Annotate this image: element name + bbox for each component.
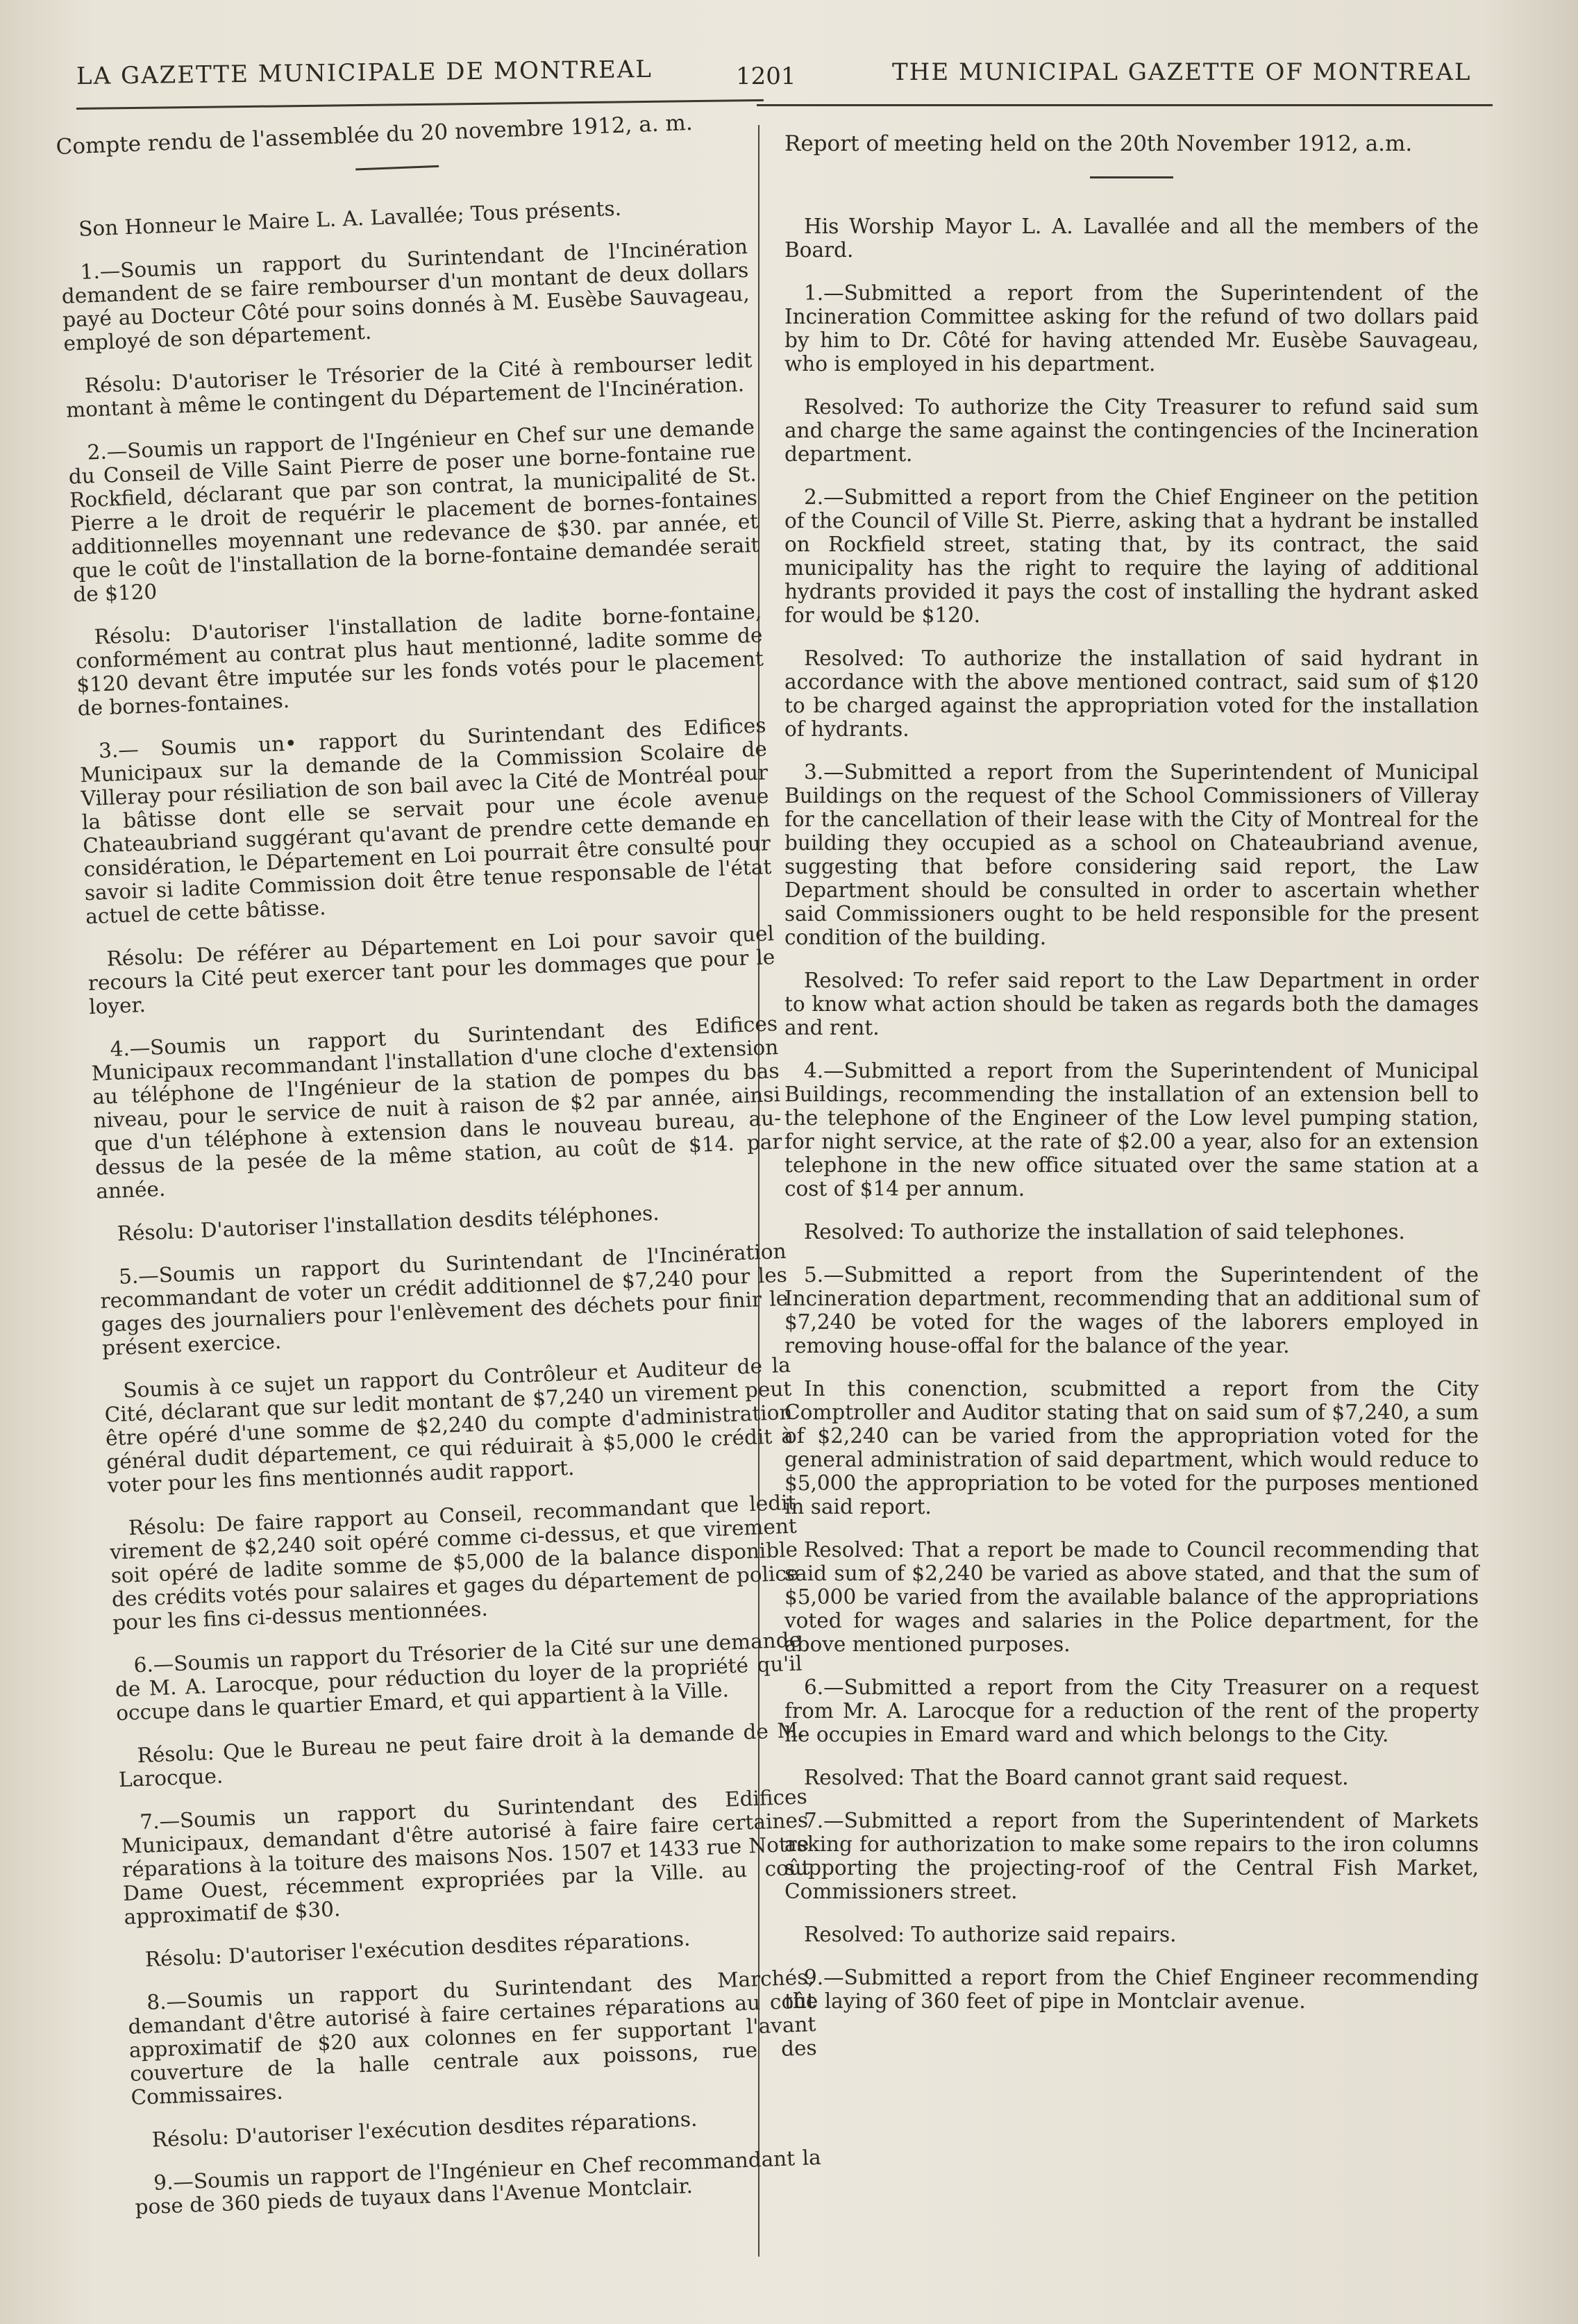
- french-heading-rule: [355, 165, 439, 171]
- french-column: [56, 109, 823, 2239]
- english-heading-rule: [1090, 176, 1173, 178]
- english-paragraph: 7.—Submitted a report from the Superintendent of Markets asking for authorization to make some repairs to the iron columns supporting the projecting-roof of the Central Fish Market, Commissioners street.: [784, 1809, 1479, 1903]
- french-paragraph: Résolu: D'autoriser l'installation de ladite borne-fontaine, conformément au contrat plus haut mentionné, ladite somme de $120 devant être imputée sur les fonds votés pour le placement de bornes-fontaines.: [75, 599, 764, 721]
- header-rule-right: [757, 104, 1493, 106]
- english-paragraph: Resolved: To authorize the City Treasurer to refund said sum and charge the same against the contingencies of the Incineration department.: [784, 395, 1479, 466]
- french-paragraph: 4.—Soumis un rapport du Surintendant des Edifices Municipaux recommandant l'installation d'une cloche d'extension au téléphone de l'Ingénieur de la station de pompes du bas niveau, pour le service de nuit à raison de $2 par année, ainsi que d'un téléphone à extension dans le nouveau bureau, au-dessus de la pesée de la même station, au coût de $14. par année.: [91, 1012, 783, 1203]
- french-paragraph: 3.— Soumis un• rapport du Surintendant des Edifices Municipaux sur la demande de la Commission Scolaire de Villeray pour résiliation de son bail avec la Cité de Montréal pour la bâtisse dont elle se servait pour une école avenue Chateaubriand suggérant qu'avant de prendre cette demande en considération, le Département en Loi pourrait être consulté pour savoir si ladite Commission doit être tenue responsable de l'état actuel de cette bâtisse.: [79, 713, 772, 929]
- page-header: [69, 49, 1513, 111]
- english-paragraph: Resolved: That a report be made to Council recommending that said sum of $2,240 be varied as above stated, and that the sum of $5,000 be varied from the available balance of the appropriations voted for wages and salaries in the Police department, for the above mentioned purposes.: [784, 1538, 1479, 1656]
- french-paragraph: Résolu: De faire rapport au Conseil, recommandant que ledit virement de $2,240 soit opéré comme ci-dessus, et que virement soit opéré de ladite somme de $5,000 de la balance disponible des crédits votés pour salaires et gages du département de police pour les fins ci-dessus mentionnées.: [109, 1490, 799, 1635]
- english-paragraph: 3.—Submitted a report from the Superintendent of Municipal Buildings on the request of the School Commissioners of Villeray for the cancellation of their lease with the City of Montreal for the building they occupied as a school on Chateaubriand avenue, suggesting that before considering said report, the Law Department should be consulted in order to ascertain whether said Commissioners ought to be held responsible for the present condition of the building.: [784, 760, 1479, 949]
- french-paragraph: 7.—Soumis un rapport du Surintendant des Edifices Municipaux, demandant d'être autorisé à faire faire certaines réparations à la toiture des maisons Nos. 1507 et 1433 rue Notre Dame Ouest, récemment expropriées par la Ville. au coût approximatif de $30.: [121, 1784, 811, 1930]
- french-paragraph: Résolu: D'autoriser le Trésorier de la Cité à rembourser ledit montant à même le contingent du Département de l'Incinération.: [65, 348, 753, 422]
- english-paragraph: Resolved: To authorize the installation of said hydrant in accordance with the above mentioned contract, said sum of $120 to be charged against the appropriation voted for the installation of hydrants.: [784, 646, 1479, 741]
- french-paragraph: 1.—Soumis un rapport du Surintendant de l'Incinération demandent de se faire rembourser d'un montant de deux dollars payé au Docteur Côté pour soins donnés à M. Eusèbe Sauvageau, employé de son département.: [61, 234, 750, 356]
- page-number: 1201: [736, 62, 796, 90]
- english-paragraph: Resolved: To refer said report to the Law Department in order to know what action should be taken as regards both the damages and rent.: [784, 969, 1479, 1039]
- french-paragraph: 8.—Soumis un rapport du Surintendant des Marchés, demandant d'être autorisé à faire certaines réparations au coût approximatif de $20 aux colonnes en fer supportant l'avant couverture de la halle centrale aux poissons, rue des Commissaires.: [127, 1965, 818, 2109]
- english-paragraph: Resolved: To authorize the installation of said telephones.: [804, 1220, 1405, 1244]
- english-paragraph: 4.—Submitted a report from the Superintendent of Municipal Buildings, recommending the installation of an extension bell to the telephone of the Engineer of the Low level pumping station, for night service, at the rate of $2.00 a year, also for an extension telephone in the new office situated over the same station at a cost of $14 per annum.: [784, 1059, 1479, 1201]
- english-paragraph: 2.—Submitted a report from the Chief Engineer on the petition of the Council of Ville St. Pierre, asking that a hydrant be installed on Rockfield street, stating that, by its contract, the said municipality has the right to require the laying of additional hydrants provided it pays the cost of installing the hydrant asked for would be $120.: [784, 485, 1479, 627]
- french-paragraph: 9.—Soumis un rapport de l'Ingénieur en Chef recommandant la pose de 360 pieds de tuyaux dans l'Avenue Montclair.: [134, 2145, 822, 2219]
- english-heading: Report of meeting held on the 20th November 1912, a.m.: [784, 131, 1413, 156]
- french-paragraph: Soumis à ce sujet un rapport du Contrôleur et Auditeur de la Cité, déclarant que sur ledit montant de $7,240 un virement peut être opéré d'une somme de $2,240 du compte d'administration général dudit département, ce qui réduirait à $5,000 le crédit à voter pour les fins mentionnés audit rapport.: [104, 1353, 794, 1498]
- english-paragraph: His Worship Mayor L. A. Lavallée and all the members of the Board.: [784, 215, 1479, 262]
- french-paragraph: Résolu: D'autoriser l'exécution desdites réparations.: [144, 1926, 691, 1971]
- french-paragraph: Résolu: D'autoriser l'installation desdits téléphones.: [117, 1201, 660, 1246]
- french-paragraph: 5.—Soumis un rapport du Surintendant de l'Incinération recommandant de voter un crédit additionnel de $7,240 pour les gages des journaliers pour l'enlèvement des déchets pour finir le présent exercice.: [99, 1239, 789, 1360]
- french-paragraph: Résolu: De référer au Département en Loi pour savoir quel recours la Cité peut exercer tant pour les dommages que pour le loyer.: [87, 921, 775, 1019]
- english-paragraph: 9.—Submitted a report from the Chief Engineer recommending the laying of 360 feet of pipe in Montclair avenue.: [784, 1966, 1479, 2013]
- french-paragraph: 2.—Soumis un rapport de l'Ingénieur en Chef sur une demande du Conseil de Ville Saint Pierre de poser une borne-fontaine rue Rockfield, déclarant que par son contrat, la municipalité de St. Pierre a le droit de requérir le placement de bornes-fontaines additionnelles moyennant une redevance de $30. par année, et que le coût de l'installation de la borne-fontaine demandée serait de $120: [68, 415, 760, 607]
- french-heading: Compte rendu de l'assemblée du 20 novembre 1912, a. m.: [55, 110, 694, 160]
- french-paragraph: Résolu: Que le Bureau ne peut faire droit à la demande de M. Larocque.: [118, 1718, 805, 1792]
- french-paragraph: Son Honneur le Maire L. A. Lavallée; Tous présents.: [78, 196, 622, 241]
- english-paragraph: Resolved: To authorize said repairs.: [804, 1923, 1177, 1946]
- english-paragraph: 5.—Submitted a report from the Superintendent of the Incineration department, recommending that an additional sum of $7,240 be voted for the wages of the laborers employed in removing house-offal for the balance of the year.: [784, 1263, 1479, 1357]
- french-paragraph: Résolu: D'autoriser l'exécution desdites réparations.: [151, 2107, 698, 2152]
- english-column: [784, 132, 1479, 2032]
- french-paragraph: 6.—Soumis un rapport du Trésorier de la Cité sur une demande de M. A. Larocque, pour réduction du loyer de la propriété qu'il occupe dans le quartier Emard, et qui appartient à la Ville.: [115, 1628, 803, 1725]
- french-title: LA GAZETTE MUNICIPALE DE MONTREAL: [76, 55, 653, 90]
- english-paragraph: Resolved: That the Board cannot grant said request.: [804, 1766, 1349, 1789]
- english-paragraph: 6.—Submitted a report from the City Treasurer on a request from Mr. A. Larocque for a reduction of the rent of the property he occupies in Emard ward and which belongs to the City.: [784, 1675, 1479, 1746]
- english-paragraph: In this conenction, scubmitted a report from the City Comptroller and Auditor stating that on said sum of $7,240, a sum of $2,240 can be varied from the appropriation voted for the general administration of said department, which would reduce to $5,000 the appropriation to be voted for the purposes mentioned in said report.: [784, 1377, 1479, 1519]
- english-paragraph: 1.—Submitted a report from the Superintendent of the Incineration Committee asking for the refund of two dollars paid by him to Dr. Côté for having attended Mr. Eusèbe Sauvageau, who is employed in his department.: [784, 281, 1479, 376]
- english-title: THE MUNICIPAL GAZETTE OF MONTREAL: [892, 58, 1472, 86]
